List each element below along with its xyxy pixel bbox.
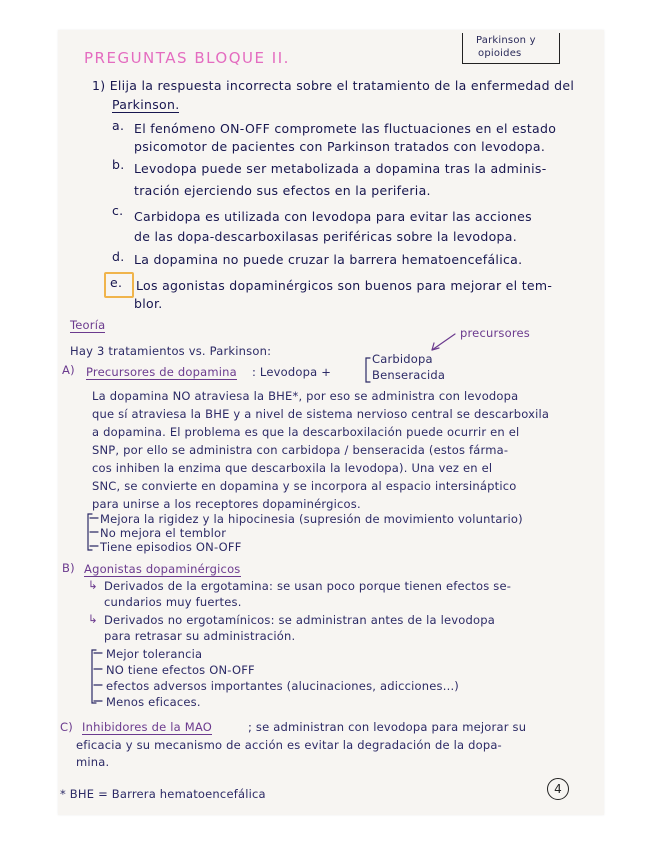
section-a-p4: SNP, por ello se administra con carbidopa / benseracida (estos fárma- xyxy=(92,443,509,457)
section-b-d1-line2: cundarios muy fuertes. xyxy=(104,595,242,609)
page-title: PREGUNTAS BLOQUE II. xyxy=(84,49,290,67)
section-a-p3: a dopamina. El problema es que la descarboxilación puede ocurrir en el xyxy=(92,425,520,439)
section-c-line3: mina. xyxy=(76,755,110,769)
footnote: * BHE = Barrera hematoencefálica xyxy=(60,787,266,801)
theory-intro: Hay 3 tratamientos vs. Parkinson: xyxy=(70,344,272,358)
topic-tag-line2: opioides xyxy=(478,48,522,59)
topic-tag-line1: Parkinson y xyxy=(476,35,536,46)
section-b-dash-marks xyxy=(94,653,102,701)
precursores-note: precursores xyxy=(460,326,530,340)
option-b-letter: b. xyxy=(112,157,125,172)
section-b-bullet1: Mejor tolerancia xyxy=(106,647,203,661)
section-c-line1: ; se administran con levodopa para mejorar su xyxy=(248,720,527,734)
option-b-line1: Levodopa puede ser metabolizada a dopamina tras la adminis- xyxy=(134,161,547,176)
section-a-p1: La dopamina NO atraviesa la BHE*, por eso se administra con levodopa xyxy=(92,389,519,403)
theory-heading: Teoría xyxy=(70,318,106,332)
section-a-bullet1: Mejora la rigidez y la hipocinesia (supresión de movimiento voluntario) xyxy=(100,512,523,526)
arrow-icon: ↳ xyxy=(88,578,98,592)
section-b-bullet4: Menos eficaces. xyxy=(106,695,201,709)
option-e-line1: Los agonistas dopaminérgicos son buenos para mejorar el tem- xyxy=(136,278,553,293)
section-b-label: B) xyxy=(62,561,75,575)
option-c-letter: c. xyxy=(112,203,124,218)
section-b-bullets-bracket xyxy=(92,650,96,703)
page-number: 4 xyxy=(547,778,569,800)
option-a-letter: a. xyxy=(112,118,125,133)
section-a-bullet2: No mejora el temblor xyxy=(100,526,227,540)
question-stem-line1: 1) Elija la respuesta incorrecta sobre el tratamiento de la enfermedad del xyxy=(92,78,575,93)
option-c-line2: de las dopa-descarboxilasas periféricas sobre la levodopa. xyxy=(134,229,518,244)
section-c-label: C) xyxy=(60,720,73,734)
question-stem-line2: Parkinson. xyxy=(112,97,180,112)
section-a-formula: : Levodopa + xyxy=(252,365,332,379)
section-a-drug2: Benseracida xyxy=(372,368,446,382)
section-a-label: A) xyxy=(62,363,75,377)
option-d-letter: d. xyxy=(112,249,125,264)
option-b-line2: tración ejerciendo sus efectos en la periferia. xyxy=(134,183,431,198)
option-d-line1: La dopamina no puede cruzar la barrera hematoencefálica. xyxy=(134,252,523,267)
section-b-bullet3: efectos adversos importantes (alucinaciones, adicciones...) xyxy=(106,679,459,693)
section-a-bullet3: Tiene episodios ON-OFF xyxy=(100,540,242,554)
section-b-bullet2: NO tiene efectos ON-OFF xyxy=(106,663,255,677)
section-c-title: Inhibidores de la MAO xyxy=(82,720,212,734)
section-b-d2-line1: Derivados no ergotamínicos: se administran antes de la levodopa xyxy=(104,613,495,627)
option-a-line2: psicomotor de pacientes con Parkinson tratados con levodopa. xyxy=(134,139,546,154)
drug-bracket xyxy=(366,358,370,382)
section-b-d2-line2: para retrasar su administración. xyxy=(104,629,296,643)
section-a-p7: para unirse a los receptores dopaminérgicos. xyxy=(92,497,361,511)
section-a-dash-marks xyxy=(90,518,98,546)
option-a-line1: El fenómeno ON-OFF compromete las fluctuaciones en el estado xyxy=(134,121,557,136)
section-b-title: Agonistas dopaminérgicos xyxy=(84,562,241,576)
section-b-d1-line1: Derivados de la ergotamina: se usan poco porque tienen efectos se- xyxy=(104,579,512,593)
section-a-p6: SNC, se convierte en dopamina y se incorpora al espacio intersináptico xyxy=(92,479,517,493)
section-a-p2: que sí atraviesa la BHE y a nivel de sistema nervioso central se descarboxila xyxy=(92,407,550,421)
arrow-icon: ↳ xyxy=(88,612,98,626)
option-e-line2: blor. xyxy=(134,296,163,311)
precursores-arrow xyxy=(432,334,455,350)
option-e-letter: e. xyxy=(110,275,123,290)
section-a-title: Precursores de dopamina xyxy=(86,365,237,379)
section-c-line2: eficacia y su mecanismo de acción es evitar la degradación de la dopa- xyxy=(76,738,502,752)
option-c-line1: Carbidopa es utilizada con levodopa para evitar las acciones xyxy=(134,209,532,224)
section-a-drug1: Carbidopa xyxy=(372,352,433,366)
section-a-p5: cos inhiben la enzima que descarboxila la levodopa). Una vez en el xyxy=(92,461,493,475)
